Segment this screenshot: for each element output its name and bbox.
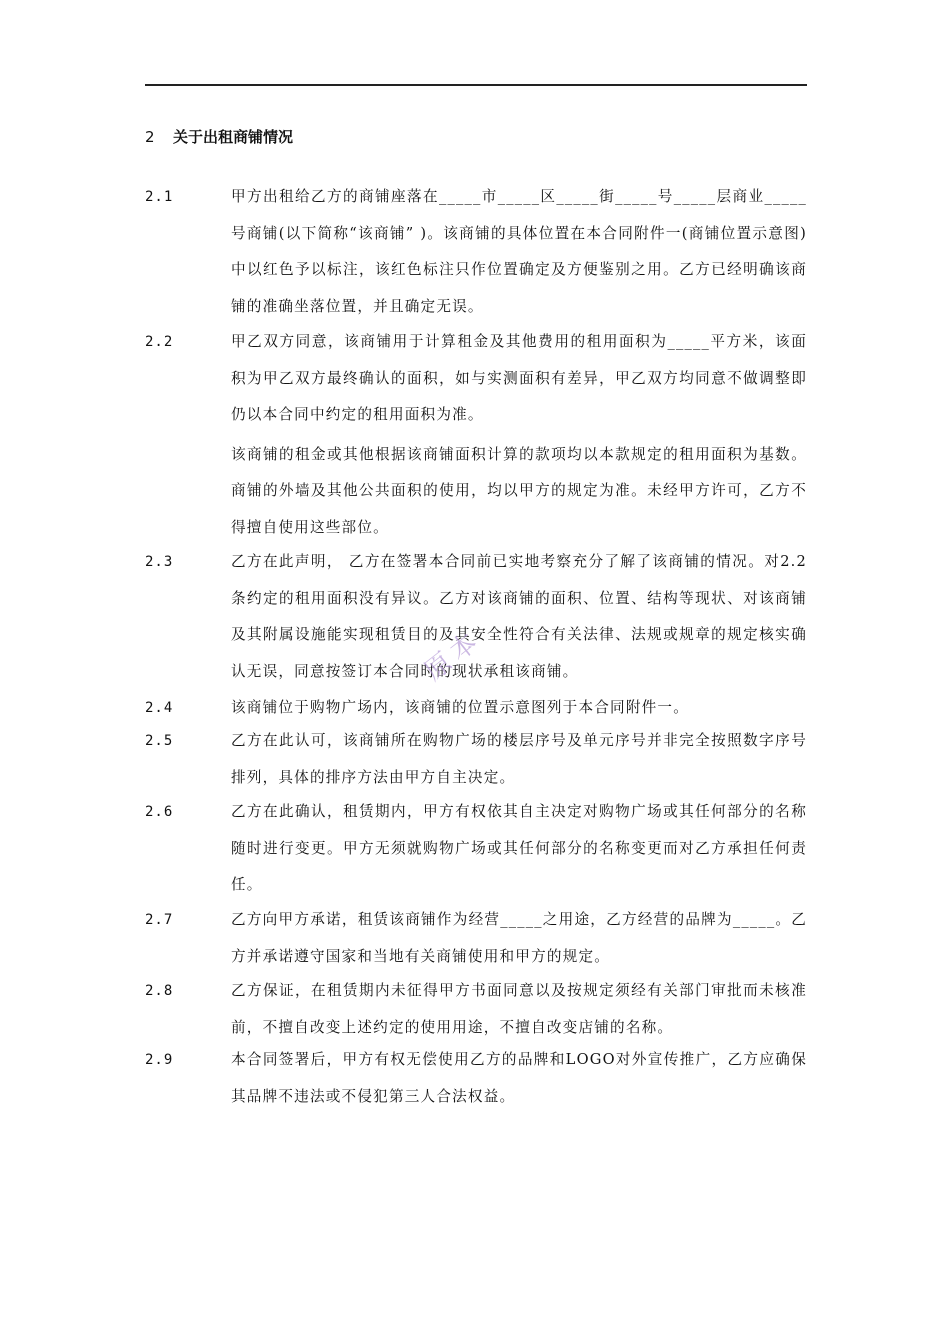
clause-2-9 bbox=[145, 1042, 807, 1115]
clause-number: 2.1 bbox=[145, 189, 174, 205]
clause-number: 2.6 bbox=[145, 804, 174, 820]
clause-text: 该商铺的租金或其他根据该商铺面积计算的款项均以本款规定的租用面积为基数。商铺的外墙及其他公共面积的使用，均以甲方的规定为准。未经甲方许可，乙方不得擅自使用这些部位。 bbox=[231, 445, 807, 536]
clause-text: 本合同签署后，甲方有权无偿使用乙方的品牌和LOGO对外宣传推广，乙方应确保其品牌不违法或不侵犯第三人合法权益。 bbox=[231, 1051, 807, 1105]
clause-2-8 bbox=[145, 973, 807, 1046]
clause-number: 2.3 bbox=[145, 554, 174, 570]
clause-2-7 bbox=[145, 902, 807, 975]
clause-number: 2.8 bbox=[145, 983, 174, 999]
clause-number: 2.2 bbox=[145, 334, 174, 350]
section-number: 2 bbox=[145, 128, 155, 146]
clause-2-4 bbox=[145, 690, 807, 727]
section-title: 关于出租商铺情况 bbox=[173, 128, 294, 146]
clause-number: 2.4 bbox=[145, 700, 174, 716]
clause-2-5 bbox=[145, 723, 807, 796]
clause-2-3 bbox=[145, 544, 807, 690]
clause-text: 乙方在此确认，租赁期内，甲方有权依其自主决定对购物广场或其任何部分的名称随时进行变更。甲方无须就购物广场或其任何部分的名称变更而对乙方承担任何责任。 bbox=[231, 803, 807, 893]
clause-number: 2.5 bbox=[145, 733, 174, 749]
clause-text: 乙方在此认可，该商铺所在购物广场的楼层序号及单元序号并非完全按照数字序号排列，具体的排序方法由甲方自主决定。 bbox=[231, 732, 807, 786]
header-rule bbox=[145, 84, 807, 86]
clause-2-1 bbox=[145, 179, 807, 325]
clause-2-2 bbox=[145, 324, 807, 546]
clause-text: 甲乙双方同意，该商铺用于计算租金及其他费用的租用面积为_____平方米，该面积为甲乙双方最终确认的面积，如与实测面积有差异，甲乙双方均同意不做调整即仍以本合同中约定的租用面积为准。 bbox=[231, 333, 807, 423]
clause-2-6 bbox=[145, 794, 807, 904]
clause-number: 2.7 bbox=[145, 912, 174, 928]
clause-number: 2.9 bbox=[145, 1052, 174, 1068]
section-heading bbox=[145, 126, 293, 147]
clause-text: 乙方保证，在租赁期内未征得甲方书面同意以及按规定须经有关部门审批而未核准前，不擅自改变上述约定的使用用途，不擅自改变店铺的名称。 bbox=[231, 982, 807, 1036]
watermark: 原本 bbox=[419, 623, 489, 687]
clause-text: 甲方出租给乙方的商铺座落在_____市_____区_____街_____号_____层商业_____号商铺(以下简称“该商铺” )。该商铺的具体位置在本合同附件一(商铺位置示意图)中以红色予以标注，该红色标注只作位置确定及方便鉴别之用。乙方已经明确该商铺的准确坐落位置，并且确定无误。 bbox=[231, 188, 807, 315]
clause-text: 乙方在此声明， 乙方在签署本合同前已实地考察充分了解了该商铺的情况。对2.2条约定的租用面积没有异议。乙方对该商铺的面积、位置、结构等现状、对该商铺及其附属设施能实现租赁目的及其安全性符合有关法律、法规或规章的规定核实确认无误，同意按签订本合同时的现状承租该商铺。 bbox=[231, 553, 807, 680]
clause-text: 该商铺位于购物广场内，该商铺的位置示意图列于本合同附件一。 bbox=[231, 699, 690, 716]
clause-text: 乙方向甲方承诺，租赁该商铺作为经营_____之用途，乙方经营的品牌为_____。乙方并承诺遵守国家和当地有关商铺使用和甲方的规定。 bbox=[231, 911, 807, 965]
